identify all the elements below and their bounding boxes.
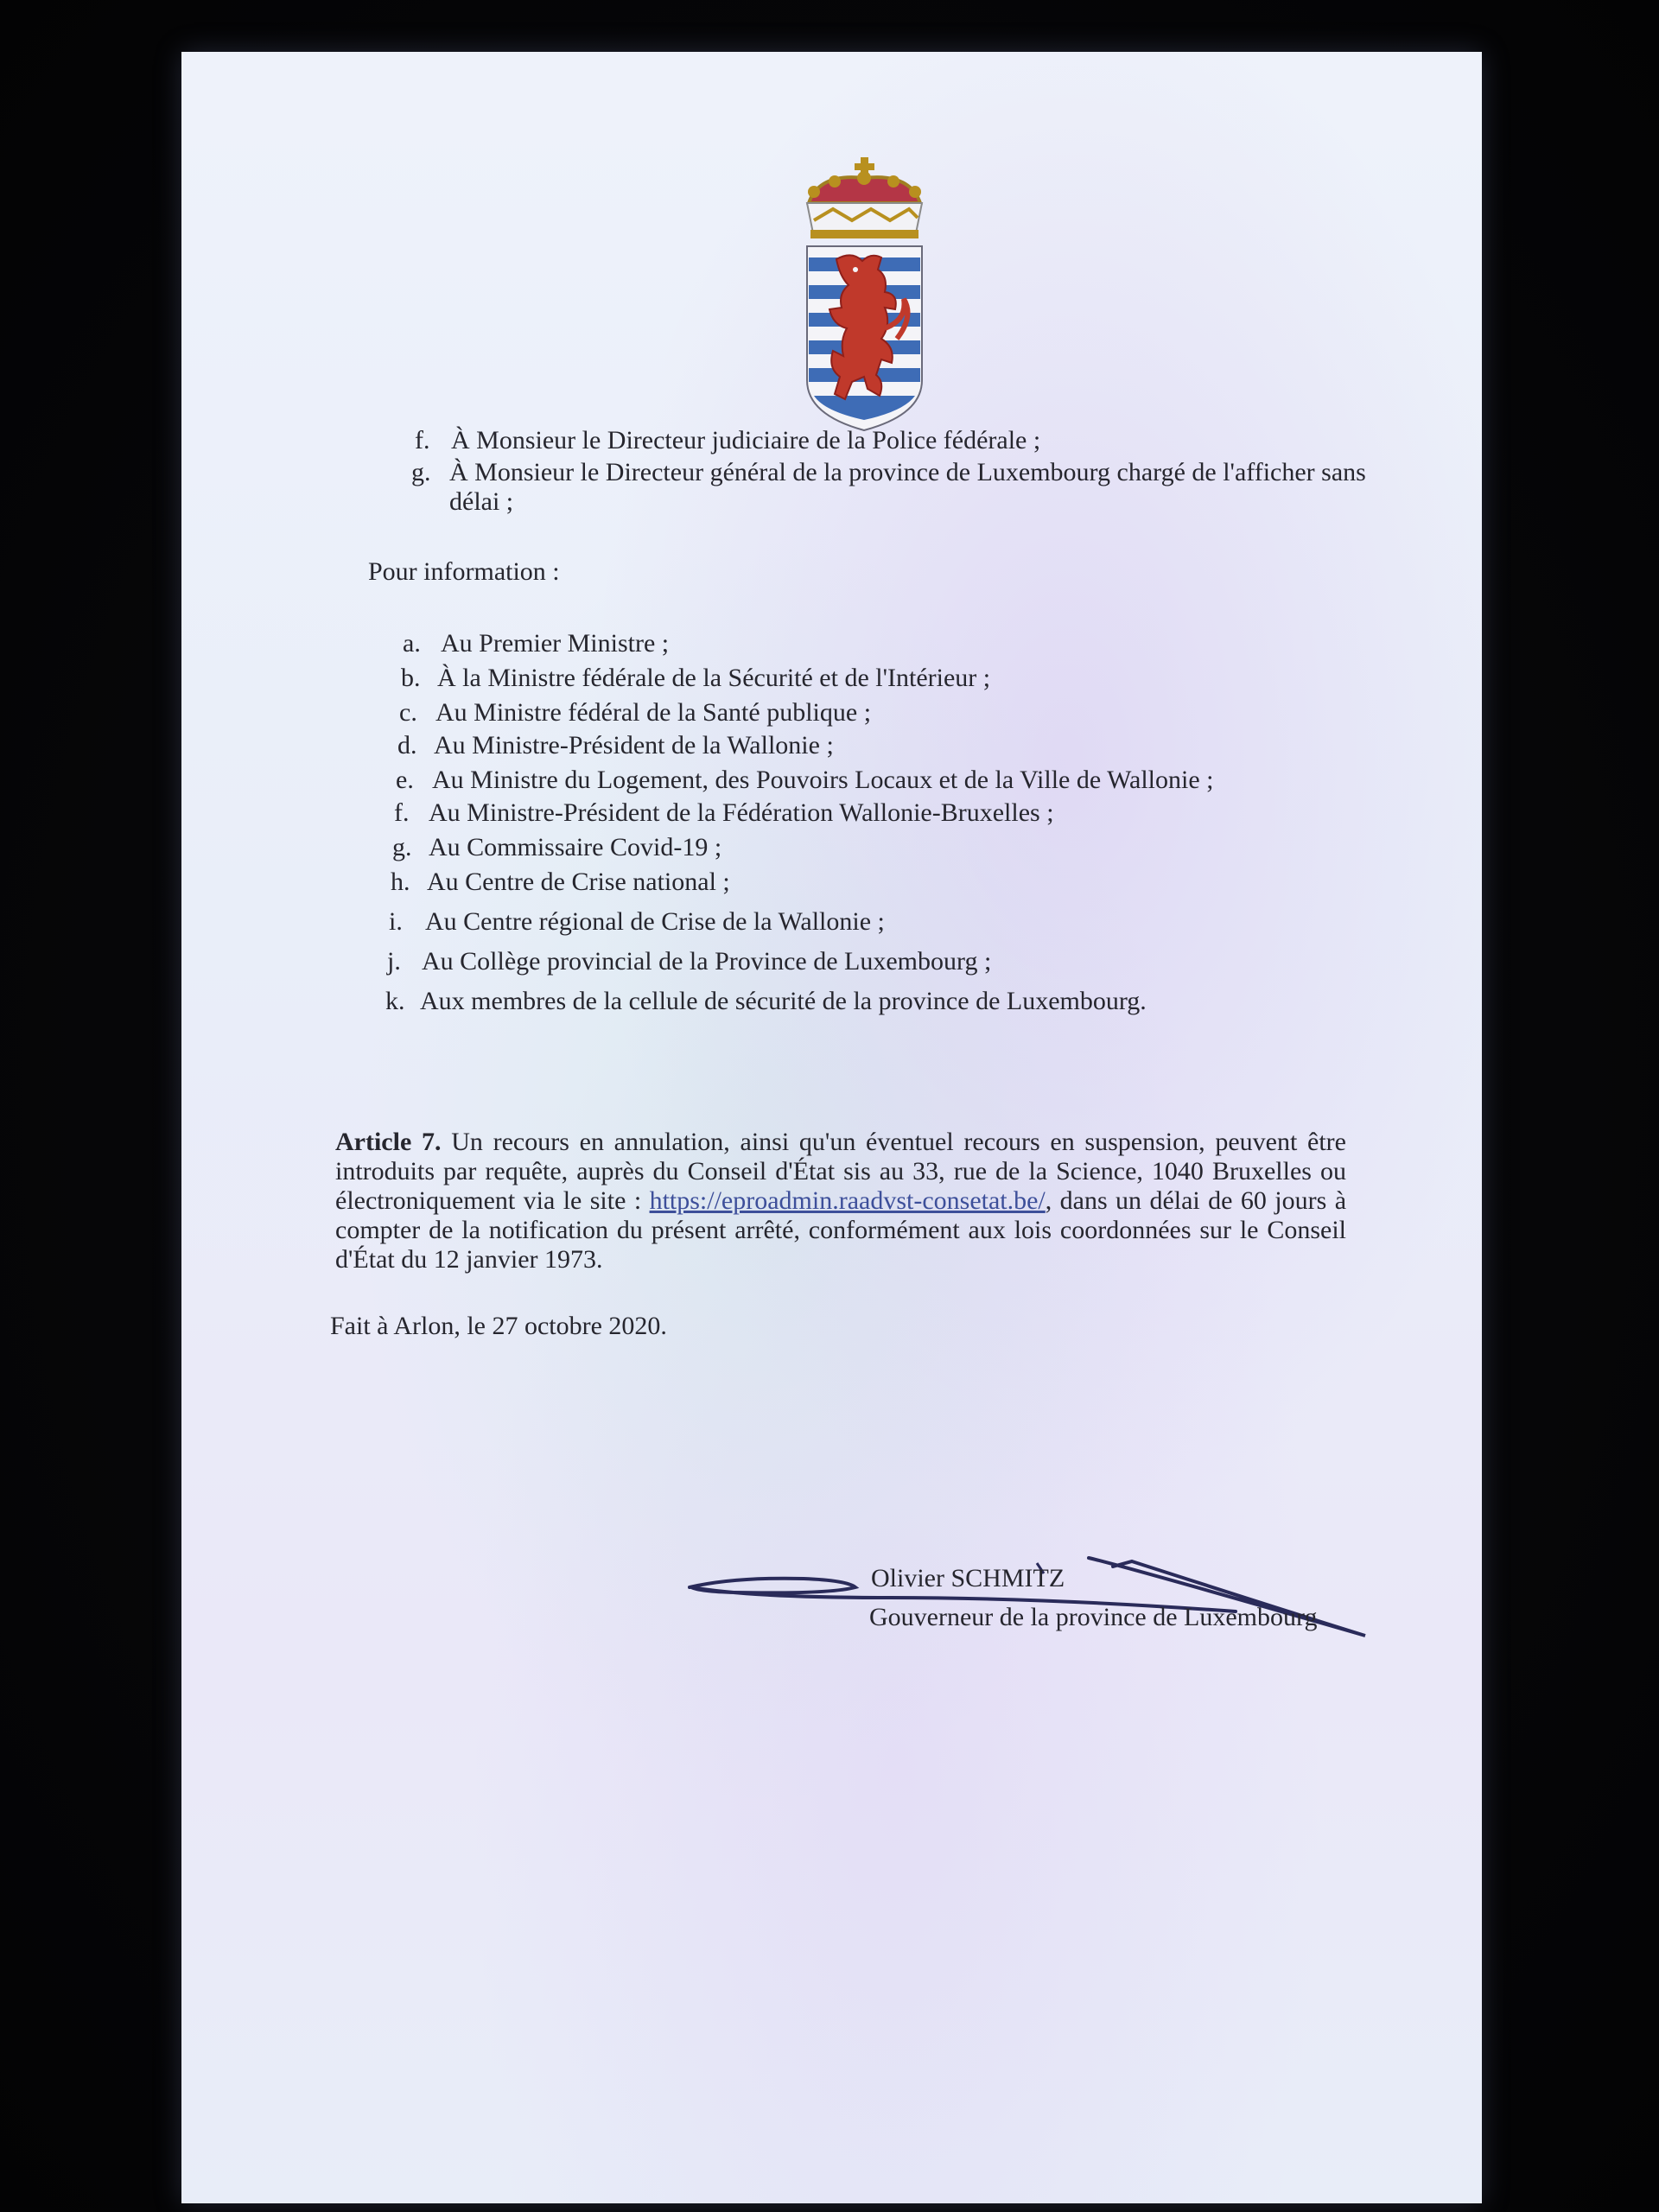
info-list-item: Au Ministre du Logement, des Pouvoirs Locaux et de la Ville de Wallonie ; <box>432 766 1214 794</box>
list-letter: f. <box>415 426 430 454</box>
list-letter: a. <box>403 629 421 658</box>
article-text: Un recours en annulation, ainsi qu'un éventuel recours en suspension, peuvent être introduits par requête, auprès du Conseil d'État sis au 33, rue de la Science, 1040 Bruxelles ou électroniquement via le site : <box>335 1128 1346 1215</box>
recipient-item: À Monsieur le Directeur judiciaire de la Police fédérale ; <box>451 426 1041 454</box>
article-7-paragraph <box>335 1128 1346 1274</box>
list-letter: j. <box>387 947 401 976</box>
signatory-title: Gouverneur de la province de Luxembourg <box>869 1603 1318 1631</box>
info-list-item: Au Centre régional de Crise de la Wallonie ; <box>425 907 885 936</box>
list-letter: h. <box>391 868 410 896</box>
date-place-line: Fait à Arlon, le 27 octobre 2020. <box>330 1312 667 1340</box>
list-letter: g. <box>392 833 412 861</box>
info-list-item: Au Collège provincial de la Province de Luxembourg ; <box>422 947 992 976</box>
list-letter: i. <box>389 907 403 936</box>
list-letter: k. <box>385 987 405 1015</box>
conseil-etat-link[interactable]: https://eproadmin.raadvst-consetat.be/ <box>649 1186 1046 1215</box>
crest-icon <box>802 156 927 449</box>
info-list-item: Au Premier Ministre ; <box>441 629 670 658</box>
recipient-item-continuation: délai ; <box>449 487 514 516</box>
info-list-item: Aux membres de la cellule de sécurité de la province de Luxembourg. <box>420 987 1147 1015</box>
info-list-item: Au Ministre-Président de la Wallonie ; <box>434 731 834 760</box>
info-heading: Pour information : <box>368 557 560 586</box>
info-list-item: Au Ministre fédéral de la Santé publique ; <box>435 698 872 727</box>
recipient-item: À Monsieur le Directeur général de la province de Luxembourg chargé de l'afficher sans <box>449 458 1366 486</box>
list-letter: g. <box>411 458 431 486</box>
list-letter: c. <box>399 698 417 727</box>
info-list-item: À la Ministre fédérale de la Sécurité et de l'Intérieur ; <box>437 664 991 692</box>
article-label: Article 7. <box>335 1128 442 1156</box>
info-list-item: Au Centre de Crise national ; <box>427 868 730 896</box>
info-list-item: Au Ministre-Président de la Fédération Wallonie-Bruxelles ; <box>429 798 1054 827</box>
info-list-item: Au Commissaire Covid-19 ; <box>429 833 722 861</box>
list-letter: e. <box>396 766 414 794</box>
list-letter: d. <box>397 731 417 760</box>
document-page <box>181 52 1482 2203</box>
signatory-name: Olivier SCHMITZ <box>871 1564 1065 1592</box>
list-letter: f. <box>394 798 410 827</box>
article-text-end: , dans un délai de 60 jours à compter de la notification du présent arrêté, conformément aux lois coordonnées sur le Conseil d'État du 12 janvier 1973. <box>335 1186 1347 1274</box>
list-letter: b. <box>401 664 421 692</box>
